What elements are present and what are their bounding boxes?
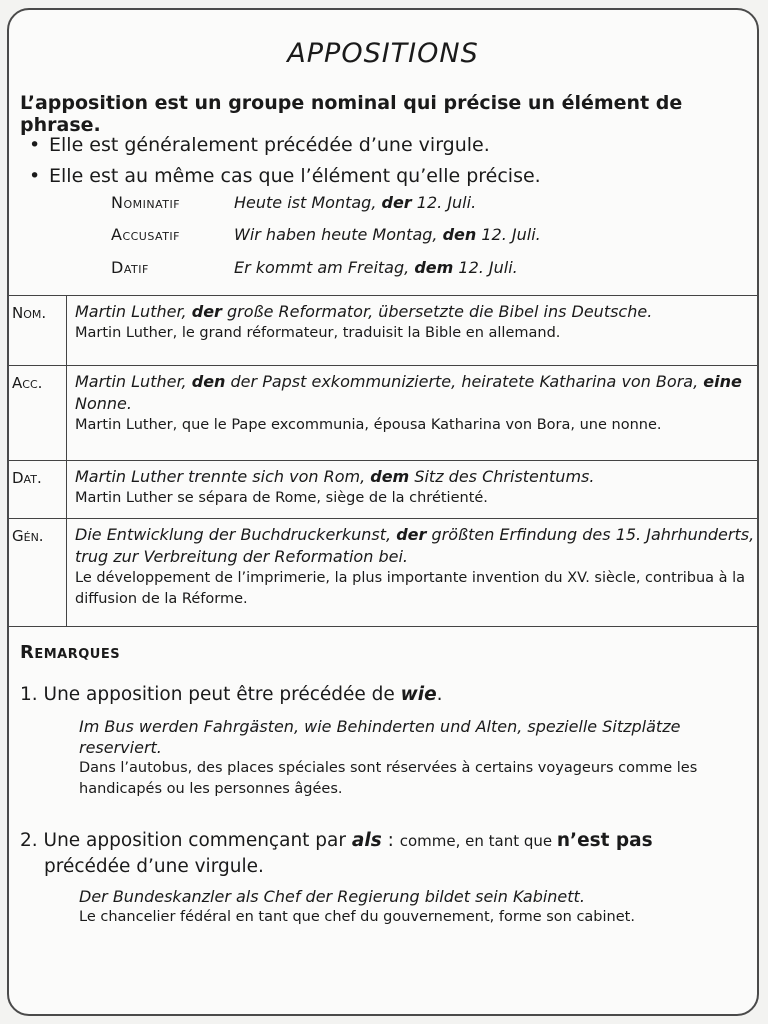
german-sentence: Martin Luther trennte sich von Rom, dem Sitz des Christentums. bbox=[75, 467, 595, 486]
german-sentence: Martin Luther, der große Reformator, übersetzte die Bibel ins Deutsche. bbox=[75, 302, 653, 321]
german-sentence: Im Bus werden Fahrgästen, wie Behinderten und Alten, spezielle Sitzplätze reserviert. bbox=[79, 717, 681, 757]
page-title: APPOSITIONS bbox=[287, 38, 479, 69]
german-sentence: Der Bundeskanzler als Chef der Regierung bildet sein Kabinett. bbox=[79, 887, 585, 906]
remark-item: 2. Une apposition commençant par als : comme, en tant que n’est pas précédée d’une virgule. bbox=[20, 830, 653, 877]
table-row bbox=[7, 366, 759, 461]
bullet-item: • Elle est au même cas que l’élément qu’elle précise. bbox=[49, 165, 541, 187]
french-translation: Dans l’autobus, des places spéciales sont réservées à certains voyageurs comme les handicapés ou les personnes âgées. bbox=[79, 760, 698, 797]
case-cell: Dat. bbox=[7, 461, 67, 519]
remark-example bbox=[79, 886, 749, 928]
example-text: Wir haben heute Montag, den 12. Juli. bbox=[234, 225, 541, 244]
case-cell: Acc. bbox=[7, 366, 67, 461]
french-translation: Le chancelier fédéral en tant que chef du gouvernement, forme son cabinet. bbox=[79, 909, 635, 925]
example-cell bbox=[67, 519, 760, 627]
table-row bbox=[7, 519, 759, 627]
rule-statement: L’apposition est un groupe nominal qui précise un élément de phrase. bbox=[20, 92, 683, 136]
french-translation: Martin Luther se sépara de Rome, siège de la chrétienté. bbox=[75, 490, 488, 506]
remark-example bbox=[79, 716, 749, 800]
case-cell: Nom. bbox=[7, 296, 67, 366]
apposition-table bbox=[7, 295, 759, 627]
remark-item: 1. Une apposition peut être précédée de wie. bbox=[20, 684, 443, 705]
example-text: Er kommt am Freitag, dem 12. Juli. bbox=[234, 258, 518, 277]
case-example-row bbox=[111, 258, 518, 277]
case-label: Nominatif bbox=[111, 193, 181, 212]
table-row bbox=[7, 296, 759, 366]
french-translation: Martin Luther, le grand réformateur, traduisit la Bible en allemand. bbox=[75, 325, 561, 341]
example-cell bbox=[67, 366, 760, 461]
example-cell bbox=[67, 296, 760, 366]
german-sentence: Die Entwicklung der Buchdruckerkunst, der größten Erfindung des 15. Jahrhunderts, trug zur Verbreitung der Reformation bei. bbox=[75, 525, 755, 566]
bullet-item: • Elle est généralement précédée d’une virgule. bbox=[49, 134, 490, 156]
german-sentence: Martin Luther, den der Papst exkommunizierte, heiratete Katharina von Bora, eine Nonne. bbox=[75, 372, 742, 413]
case-cell: Gén. bbox=[7, 519, 67, 627]
case-example-row bbox=[111, 225, 541, 244]
table-row bbox=[7, 461, 759, 519]
french-translation: Le développement de l’imprimerie, la plus importante invention du XV. siècle, contribua à la diffusion de la Réforme. bbox=[75, 570, 746, 607]
example-cell bbox=[67, 461, 760, 519]
example-text: Heute ist Montag, der 12. Juli. bbox=[234, 193, 477, 212]
case-label: Datif bbox=[111, 258, 149, 277]
french-translation: Martin Luther, que le Pape excommunia, épousa Katharina von Bora, une nonne. bbox=[75, 417, 662, 433]
case-example-row bbox=[111, 193, 476, 212]
case-label: Accusatif bbox=[111, 225, 181, 244]
remarks-heading: Remarques bbox=[20, 642, 121, 663]
grammar-card bbox=[7, 8, 759, 1016]
